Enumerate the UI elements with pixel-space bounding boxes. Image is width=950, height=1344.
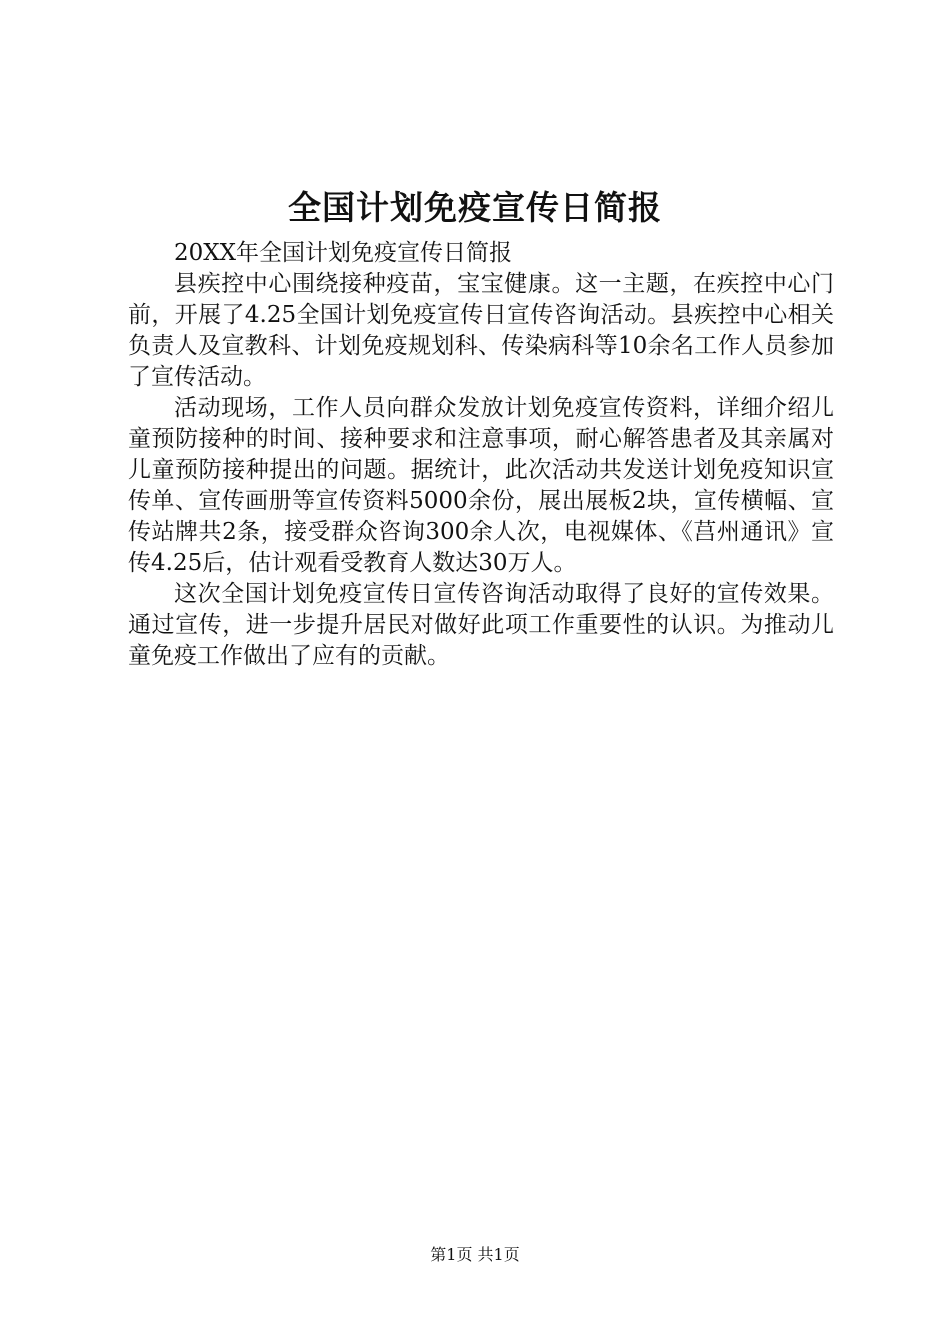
paragraph-heading: 20XX年全国计划免疫宣传日简报 [174, 240, 513, 266]
paragraph: 活动现场，工作人员向群众发放计划免疫宣传资料，详细介绍儿童预防接种的时间、接种要求和注意事项，耐心解答患者及其亲属对儿童预防接种提出的问题。据统计，此次活动共发送计划免疫知识宣传单、宣传画册等宣传资料5000余份，展出展板2块，宣传横幅、宣传站牌共2条，接受群众咨询300余人次，电视媒体、《莒州通讯》宣传4.25后，估计观看受教育人数达30万人。 [128, 395, 834, 576]
paragraph: 县疾控中心围绕接种疫苗，宝宝健康。这一主题，在疾控中心门前，开展了4.25全国计划免疫宣传日宣传咨询活动。县疾控中心相关负责人及宣教科、计划免疫规划科、传染病科等10余名工作人员参加了宣传活动。 [128, 271, 834, 390]
page-footer: 第1页 共1页 [430, 1245, 520, 1264]
document-body [128, 238, 834, 672]
page-title: 全国计划免疫宣传日简报 [288, 188, 662, 227]
paragraph: 这次全国计划免疫宣传日宣传咨询活动取得了良好的宣传效果。通过宣传，进一步提升居民对做好此项工作重要性的认识。为推动儿童免疫工作做出了应有的贡献。 [128, 581, 834, 669]
